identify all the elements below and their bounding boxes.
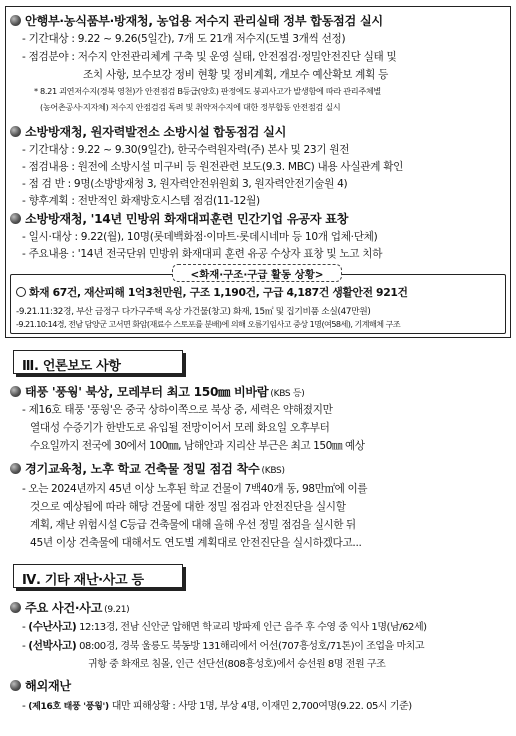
bullet-icon [10,680,21,691]
incident-line-ship: - (선박사고) 08:00경, 경북 울릉도 북동방 131해리에서 어선(707흥성호/71톤)이 조업을 마치고 [22,640,425,652]
detail-line: - 향후계획 : 전반적인 화재방호시스템 점검(11-12월) [22,195,260,207]
news-source: (KBS) [261,466,285,476]
news-line: - 제16호 태풍 '풍웡'은 중국 상하이쪽으로 북상 중, 세력은 약해졌지만 [22,404,333,416]
news-line: 열대성 수증기가 한반도로 유입될 전망이어서 모레 화요일 오후부터 [30,422,330,434]
news-line: 계획, 재난 위험시설 C등급 건축물에 대해 올해 우선 정밀 점검을 실시한 뒤 [30,519,356,531]
news-heading-school-inspection: 경기교육청, 노후 학교 건축물 정밀 점검 착수 (KBS) [10,460,285,477]
section-title-media: Ⅲ. 언론보도 사항 [13,350,183,374]
detail-line: - 기간대상 : 9.22 ~ 9.26(5일간), 7개 도 21개 저수지(도별 3개씩 선정) [22,33,346,45]
bullet-icon [10,463,21,474]
bullet-icon [10,15,21,26]
overseas-text: 대만 피해상황 : 사망 1명, 부상 4명, 이재민 2,700여명(9.22. 05시 기준) [111,701,412,712]
fire-detail-line: -9.21.10:14경, 전남 담양군 고서면 화암(재료수 스토포를 분배)에 의해 오름기임사고 중상 1명(여58세), 기계해체 구조 [16,319,401,329]
news-line: 45년 이상 건축물에 대해서도 연도별 계획대로 안전진단을 실시하겠다고... [30,537,362,549]
fire-detail-line: -9.21.11:32경, 부산 금정구 다가구주택 옥상 가건물(창고) 화재, 15㎡ 및 집기비품 소실(47만원) [16,307,371,317]
incident-text: 12:13경, 전남 신안군 압해면 학교리 방파제 인근 음주 후 수영 중 익사 1명(남/62세) [79,622,427,633]
news-source: (KBS 등) [270,389,305,399]
fire-rescue-banner: <화재·구조·구급 활동 상황> [172,264,342,282]
detail-line: - 점검분야 : 저수지 안전관리체계 구축 및 운영 실태, 안전점검·정밀안전진단 실태 및 [22,51,397,63]
footnote-line: * 8.21 괴연저수지(경북 영천)가 안전점검 B등급(양호) 판정에도 붕괴사고가 발생함에 따라 관리주체별 [34,86,381,96]
item-heading-nuclear-inspection: 소방방재청, 원자력발전소 소방시설 합동점검 실시 [10,123,286,140]
incident-line-water: - (수난사고) 12:13경, 전남 신안군 압해면 학교리 방파제 인근 음주 후 수영 중 익사 1명(남/62세) [22,621,427,633]
circle-bullet-icon [16,287,26,297]
bullet-icon [10,602,21,613]
typhoon-tag: (제16호 태풍 '풍웡') [28,702,109,712]
news-heading-typhoon: 태풍 '풍웡' 북상, 모레부터 최고 150㎜ 비바람 (KBS 등) [10,383,304,400]
detail-line: - 주요내용 : '14년 전국단위 민방위 화재대피 훈련 유공 수상자 표창 및 노고 치하 [22,248,383,260]
overseas-line: - (제16호 태풍 '풍웡') 대만 피해상황 : 사망 1명, 부상 4명, 이재민 2,700여명(9.22. 05시 기준) [22,700,412,712]
item-heading-major-incidents: 주요 사건·사고 (9.21) [10,599,129,616]
item-heading-overseas: 해외재난 [10,677,71,694]
item-heading-reservoir-inspection: 안행부·농식품부·방재청, 농업용 저수지 관리실태 정부 합동점검 실시 [10,12,383,29]
bullet-icon [10,126,21,137]
item-heading-civil-defense-award: 소방방재청, '14년 민방위 화재대피훈련 민간기업 유공자 표창 [10,210,348,227]
bullet-icon [10,213,21,224]
detail-line: - 점 검 반 : 9명(소방방재청 3, 원자력안전위원회 3, 원자력안전기술원 4) [22,178,348,190]
bullet-icon [10,386,21,397]
news-line: 수요일까지 전국에 30에서 100㎜, 남해안과 지리산 부근은 최고 150㎜ 예상 [30,440,365,452]
detail-line: - 점검내용 : 원전에 소방시설 미구비 등 원전관련 보도(9.3. MBC) 내용 사실관계 확인 [22,161,404,173]
incident-date: (9.21) [104,605,130,615]
fire-rescue-summary: 화재 67건, 재산피해 1억3천만원, 구조 1,190건, 구급 4,187건 생활안전 921건 [16,285,408,300]
incident-tag: (선박사고) [28,640,77,652]
footnote-line: (농어촌공사·지자체) 저수지 안점검검 독려 및 취약저수지에 대한 정부합동 안전점검 실시 [40,102,341,112]
detail-line: - 일시·대상 : 9.22(월), 10명(롯데백화점·이마트·롯데시네마 등 10개 업체·단체) [22,231,378,243]
news-line: - 오는 2024년까지 45년 이상 노후된 학교 건물이 7백40개 동, 98만㎡에 이를 [22,483,368,495]
incident-text: 08:00경, 경북 울릉도 북동방 131해리에서 어선(707흥성호/71톤)이 조업을 마치고 [79,641,425,652]
news-line: 것으로 예상됨에 따라 해당 건물에 대한 정밀 점검과 안전진단을 실시할 [30,501,346,513]
section-title-other-disasters: Ⅳ. 기타 재난·사고 등 [13,564,183,588]
detail-line: - 기간대상 : 9.22 ~ 9.30(9일간), 한국수력원자력(주) 본사 및 23기 원전 [22,144,350,156]
detail-line: 조치 사항, 보수보강 정비 현황 및 정비계획, 개보수 예산확보 계획 등 [83,69,389,81]
incident-line-ship-cont: 귀항 중 화재로 침몰, 인근 선단선(808흥성호)에서 승선원 8명 전원 구조 [88,659,386,670]
incident-tag: (수난사고) [28,621,77,633]
